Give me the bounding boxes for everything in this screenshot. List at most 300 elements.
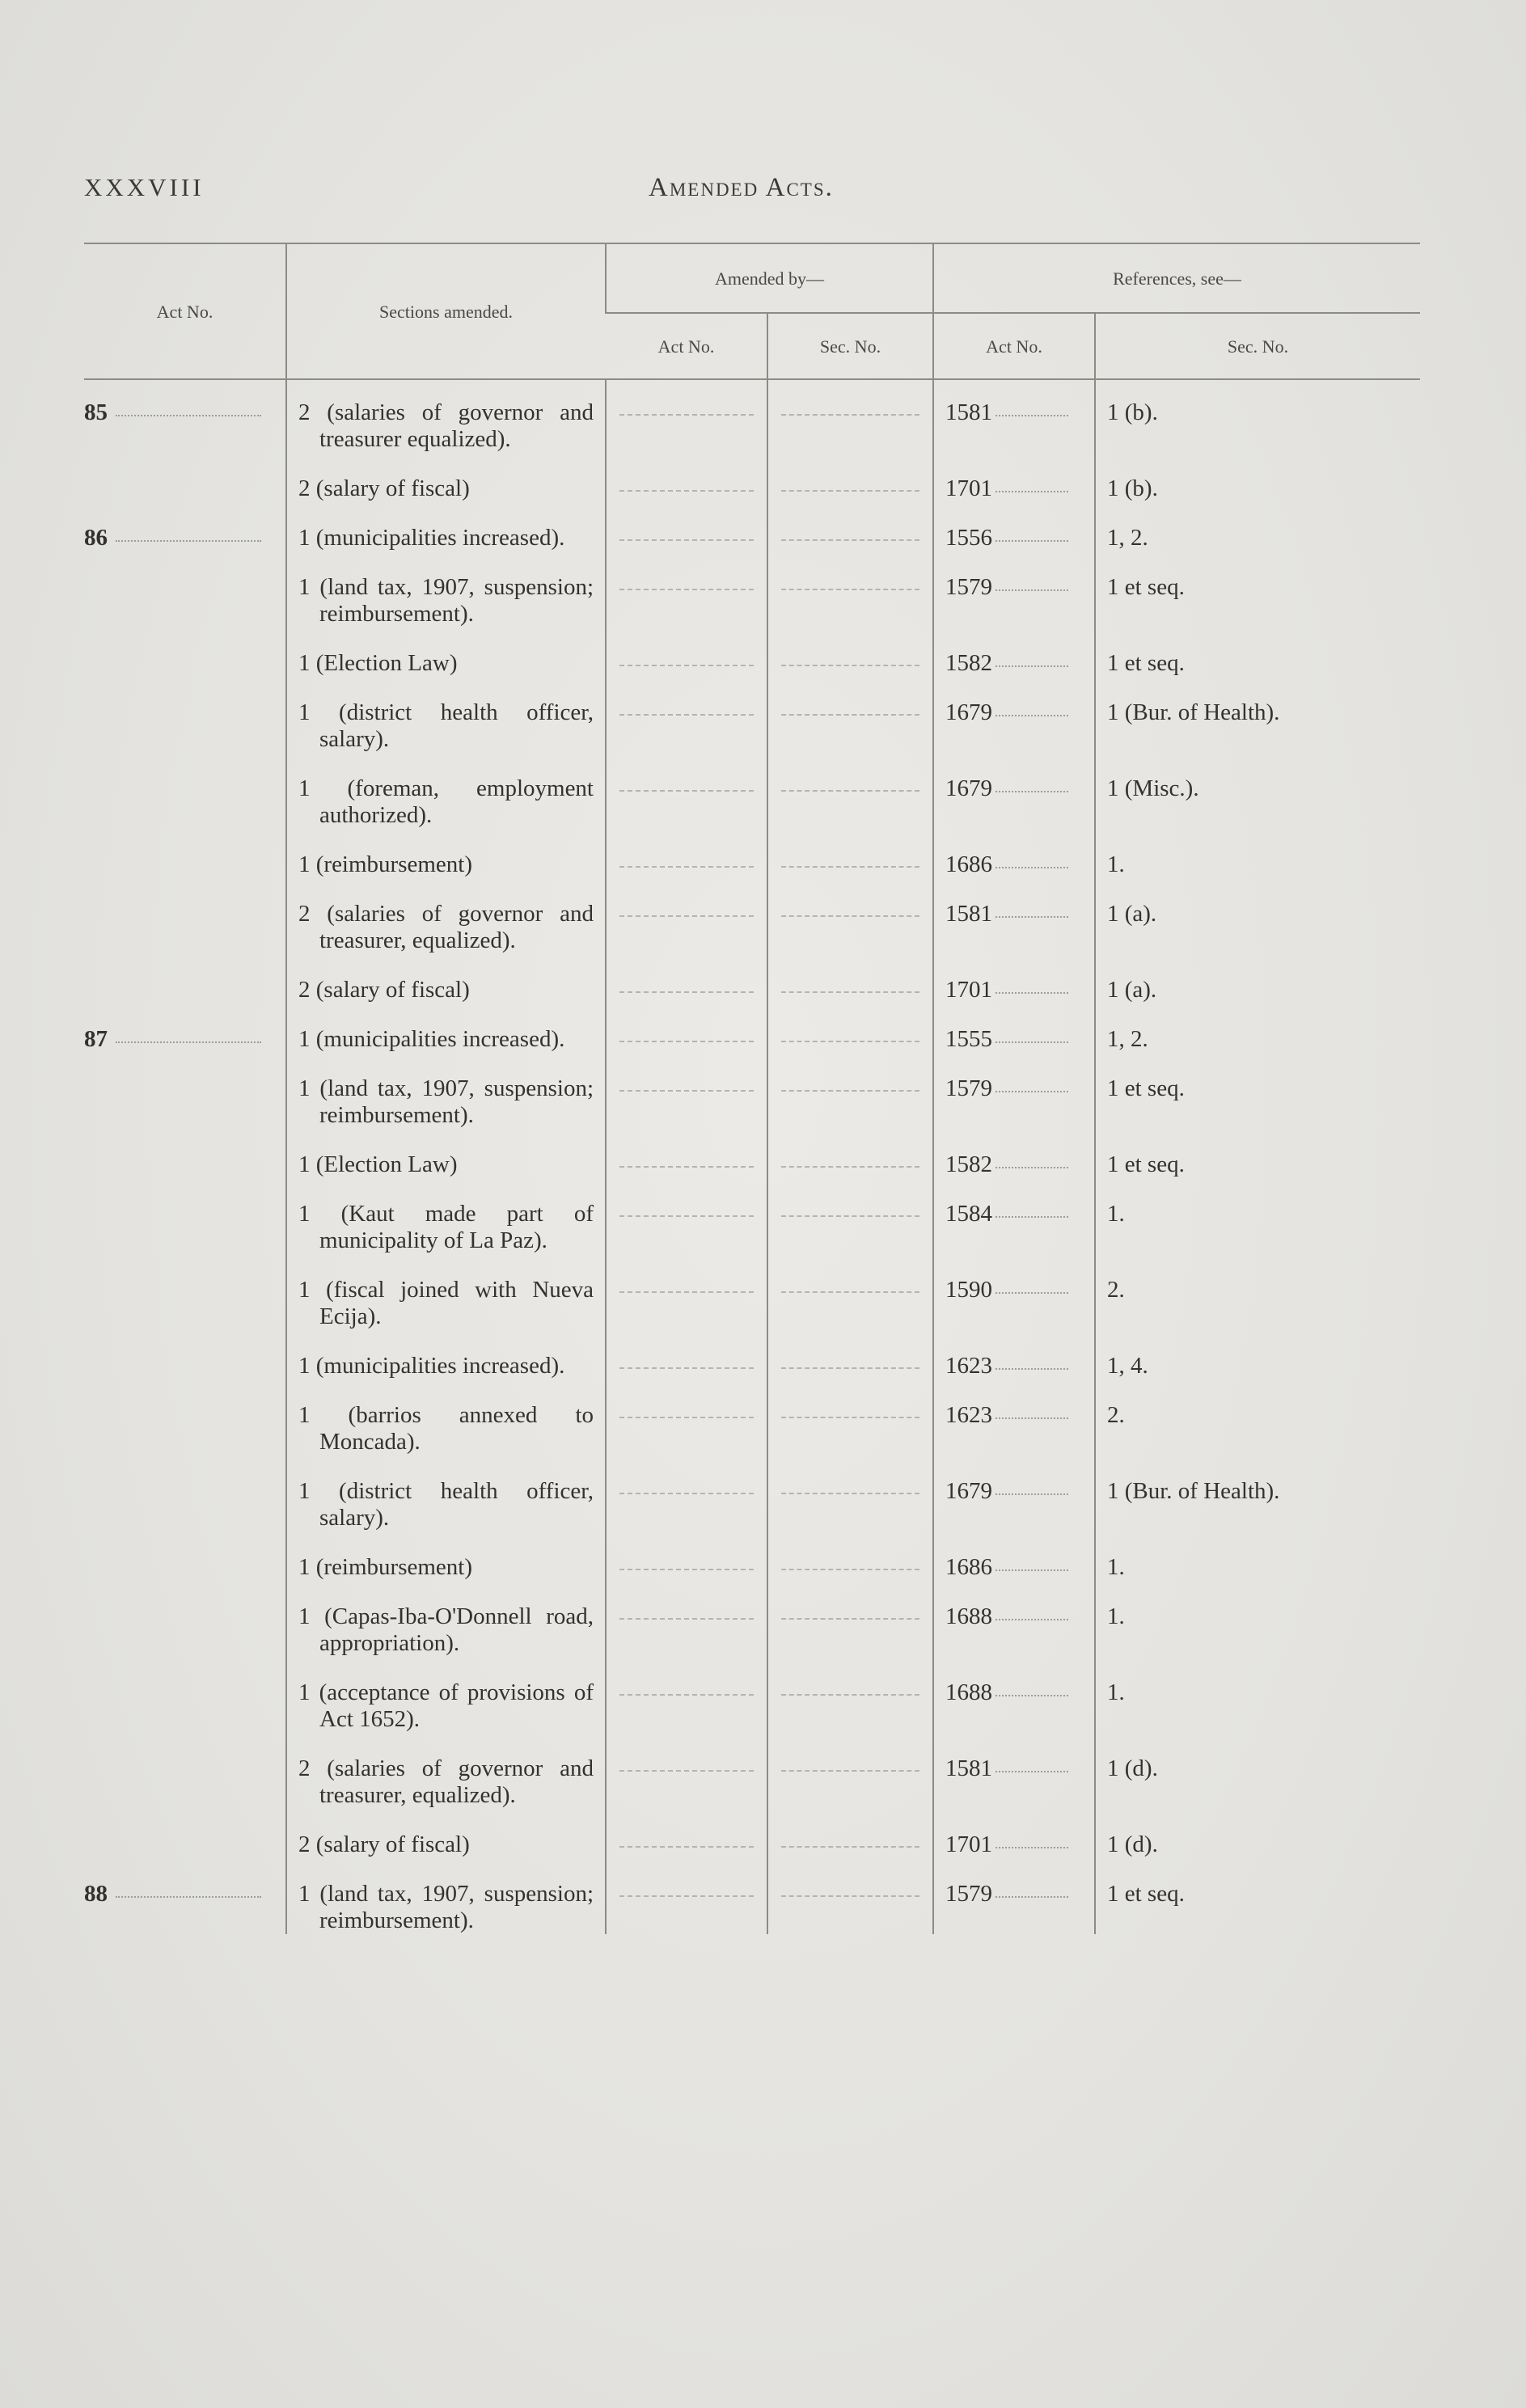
reference-act-cell (933, 453, 1095, 502)
amended-by-act-cell (606, 551, 767, 627)
table-row (84, 627, 1420, 677)
leader-dots (995, 791, 1068, 792)
table-header (84, 243, 1420, 379)
reference-sec-number: 1 et seq. (1107, 574, 1185, 600)
amended-by-sec-cell (767, 1809, 933, 1858)
section-amended-text: 1 (acceptance of provisions of Act 1652). (298, 1679, 594, 1732)
section-amended-cell (286, 453, 606, 502)
blank-leader (781, 977, 919, 993)
reference-sec-number: 1 (Misc.). (1107, 775, 1199, 801)
reference-act-number: 1582 (945, 1151, 992, 1177)
table-row (84, 551, 1420, 627)
table-row (84, 753, 1420, 829)
leader-dots (995, 867, 1068, 868)
leader-dots (995, 1216, 1068, 1218)
amended-by-sec-cell (767, 1053, 933, 1129)
act-number-cell (84, 551, 286, 627)
reference-act-cell (933, 1254, 1095, 1330)
blank-leader (781, 1755, 919, 1772)
amended-by-act-cell (606, 379, 767, 453)
section-amended-cell (286, 1254, 606, 1330)
leader-dots (995, 1896, 1068, 1898)
blank-leader (619, 977, 754, 993)
leader-dots (116, 415, 261, 416)
blank-leader (781, 1831, 919, 1848)
amended-by-act-cell (606, 1379, 767, 1455)
reference-sec-cell (1095, 954, 1420, 1003)
blank-leader (781, 399, 919, 416)
amended-by-act-cell (606, 677, 767, 753)
reference-act-cell (933, 627, 1095, 677)
table-row (84, 379, 1420, 453)
reference-sec-cell (1095, 1733, 1420, 1809)
reference-sec-number: 1 et seq. (1107, 1881, 1185, 1907)
reference-act-cell (933, 954, 1095, 1003)
reference-sec-number: 1. (1107, 851, 1125, 877)
table-row (84, 1003, 1420, 1053)
reference-act-number: 1556 (945, 525, 992, 551)
reference-act-cell (933, 1003, 1095, 1053)
page-title: Amended Acts. (649, 173, 834, 202)
section-amended-cell (286, 954, 606, 1003)
blank-leader (781, 1881, 919, 1897)
reference-act-number: 1688 (945, 1603, 992, 1629)
reference-sec-number: 1 (Bur. of Health). (1107, 1478, 1280, 1504)
amended-by-act-cell (606, 878, 767, 954)
reference-sec-cell (1095, 379, 1420, 453)
reference-sec-cell (1095, 829, 1420, 878)
act-number-cell (84, 677, 286, 753)
reference-sec-number: 1, 2. (1107, 525, 1148, 551)
reference-sec-number: 1, 4. (1107, 1353, 1148, 1379)
reference-act-cell (933, 1455, 1095, 1531)
reference-act-cell (933, 1809, 1095, 1858)
section-amended-text: 2 (salaries of governor and treasurer, equalized). (298, 901, 594, 953)
amended-by-act-cell (606, 502, 767, 551)
section-amended-text: 2 (salary of fiscal) (298, 977, 470, 1003)
act-number-cell (84, 1657, 286, 1733)
reference-act-number: 1679 (945, 1478, 992, 1504)
act-number-cell (84, 829, 286, 878)
act-number-cell (84, 379, 286, 453)
leader-dots (995, 1091, 1068, 1092)
act-number-cell (84, 1330, 286, 1379)
blank-leader (619, 399, 754, 416)
section-amended-cell (286, 677, 606, 753)
reference-act-number: 1679 (945, 775, 992, 801)
reference-act-number: 1679 (945, 699, 992, 725)
reference-act-number: 1623 (945, 1402, 992, 1428)
reference-sec-cell (1095, 502, 1420, 551)
amended-by-act-cell (606, 1809, 767, 1858)
reference-act-number: 1623 (945, 1353, 992, 1379)
section-amended-text: 2 (salary of fiscal) (298, 1831, 470, 1857)
blank-leader (781, 1026, 919, 1042)
act-number-cell (84, 502, 286, 551)
section-amended-cell (286, 1809, 606, 1858)
amended-by-act-cell (606, 1330, 767, 1379)
amended-by-sec-cell (767, 627, 933, 677)
table-body (84, 379, 1420, 1934)
blank-leader (619, 1402, 754, 1418)
reference-sec-cell (1095, 1053, 1420, 1129)
blank-leader (619, 1478, 754, 1494)
reference-act-number: 1581 (945, 399, 992, 425)
section-amended-cell (286, 1858, 606, 1934)
amended-by-act-cell (606, 1053, 767, 1129)
table-row (84, 1733, 1420, 1809)
table-row (84, 878, 1420, 954)
act-number-cell (84, 1379, 286, 1455)
leader-dots (995, 1847, 1068, 1848)
blank-leader (619, 1201, 754, 1217)
reference-sec-number: 2. (1107, 1402, 1125, 1428)
reference-sec-cell (1095, 1379, 1420, 1455)
blank-leader (619, 650, 754, 666)
section-amended-cell (286, 1053, 606, 1129)
table-row (84, 1254, 1420, 1330)
section-amended-text: 1 (Kaut made part of municipality of La Paz). (298, 1201, 594, 1253)
header-references: References, see— (933, 243, 1420, 313)
section-amended-text: 2 (salary of fiscal) (298, 475, 470, 501)
leader-dots (995, 1292, 1068, 1294)
blank-leader (781, 1554, 919, 1570)
act-number-cell (84, 627, 286, 677)
reference-sec-number: 1. (1107, 1679, 1125, 1705)
leader-dots (995, 665, 1068, 667)
act-number-cell (84, 1455, 286, 1531)
section-amended-text: 1 (Election Law) (298, 650, 458, 676)
blank-leader (619, 901, 754, 917)
leader-dots (116, 1041, 261, 1043)
reference-sec-cell (1095, 1254, 1420, 1330)
reference-sec-cell (1095, 677, 1420, 753)
reference-act-number: 1686 (945, 1554, 992, 1580)
act-number-cell (84, 1178, 286, 1254)
blank-leader (619, 1679, 754, 1696)
amended-by-sec-cell (767, 1733, 933, 1809)
blank-leader (781, 574, 919, 590)
blank-leader (781, 1679, 919, 1696)
blank-leader (781, 901, 919, 917)
amended-by-act-cell (606, 1003, 767, 1053)
reference-act-cell (933, 502, 1095, 551)
act-number: 85 (84, 399, 108, 425)
blank-leader (619, 1151, 754, 1168)
blank-leader (781, 1277, 919, 1293)
table-row (84, 1858, 1420, 1934)
section-amended-text: 1 (municipalities increased). (298, 1353, 565, 1379)
reference-act-cell (933, 677, 1095, 753)
leader-dots (995, 1167, 1068, 1168)
blank-leader (619, 1881, 754, 1897)
blank-leader (619, 574, 754, 590)
reference-act-cell (933, 878, 1095, 954)
blank-leader (619, 1026, 754, 1042)
reference-sec-cell (1095, 1003, 1420, 1053)
table-row (84, 1178, 1420, 1254)
reference-sec-number: 1 (a). (1107, 901, 1157, 927)
section-amended-cell (286, 878, 606, 954)
amended-by-sec-cell (767, 677, 933, 753)
blank-leader (781, 1353, 919, 1369)
amended-by-sec-cell (767, 1254, 933, 1330)
section-amended-text: 1 (Capas-Iba-O'Donnell road, appropriation). (298, 1603, 594, 1656)
act-number-cell (84, 1809, 286, 1858)
amended-by-sec-cell (767, 954, 933, 1003)
leader-dots (995, 916, 1068, 918)
reference-sec-number: 1 (b). (1107, 399, 1158, 425)
reference-act-number: 1555 (945, 1026, 992, 1052)
reference-sec-number: 1 (d). (1107, 1755, 1158, 1781)
section-amended-cell (286, 627, 606, 677)
leader-dots (116, 540, 261, 542)
blank-leader (619, 1353, 754, 1369)
leader-dots (995, 1771, 1068, 1772)
amended-by-act-cell (606, 829, 767, 878)
amended-by-act-cell (606, 753, 767, 829)
reference-sec-cell (1095, 1581, 1420, 1657)
reference-sec-number: 1. (1107, 1201, 1125, 1227)
section-amended-cell (286, 1455, 606, 1531)
leader-dots (995, 1695, 1068, 1696)
reference-sec-cell (1095, 1531, 1420, 1581)
amended-by-sec-cell (767, 551, 933, 627)
leader-dots (995, 491, 1068, 492)
section-amended-cell (286, 1003, 606, 1053)
table-row (84, 1379, 1420, 1455)
leader-dots (116, 1896, 261, 1898)
reference-sec-cell (1095, 1330, 1420, 1379)
blank-leader (619, 1075, 754, 1092)
reference-act-number: 1584 (945, 1201, 992, 1227)
reference-act-number: 1688 (945, 1679, 992, 1705)
reference-sec-number: 1 (a). (1107, 977, 1157, 1003)
reference-act-number: 1581 (945, 901, 992, 927)
blank-leader (781, 650, 919, 666)
amended-by-act-cell (606, 954, 767, 1003)
amended-by-sec-cell (767, 1003, 933, 1053)
reference-sec-cell (1095, 1178, 1420, 1254)
section-amended-text: 1 (land tax, 1907, suspension; reimbursement). (298, 574, 594, 627)
blank-leader (619, 699, 754, 716)
reference-act-cell (933, 1129, 1095, 1178)
section-amended-text: 1 (fiscal joined with Nueva Ecija). (298, 1277, 594, 1329)
amended-by-sec-cell (767, 1330, 933, 1379)
amended-by-act-cell (606, 1733, 767, 1809)
act-number-cell (84, 1003, 286, 1053)
reference-sec-cell (1095, 1129, 1420, 1178)
act-number-cell (84, 1531, 286, 1581)
reference-sec-cell (1095, 551, 1420, 627)
amended-by-sec-cell (767, 1657, 933, 1733)
amended-by-sec-cell (767, 453, 933, 502)
reference-act-number: 1590 (945, 1277, 992, 1303)
reference-sec-cell (1095, 878, 1420, 954)
amended-by-sec-cell (767, 1531, 933, 1581)
table-row (84, 829, 1420, 878)
table-row (84, 1053, 1420, 1129)
blank-leader (619, 775, 754, 792)
leader-dots (995, 1619, 1068, 1620)
blank-leader (781, 525, 919, 541)
section-amended-text: 1 (foreman, employment authorized). (298, 775, 594, 828)
blank-leader (781, 1478, 919, 1494)
table-row (84, 1581, 1420, 1657)
leader-dots (995, 1041, 1068, 1043)
section-amended-text: 1 (municipalities increased). (298, 1026, 565, 1052)
amended-by-act-cell (606, 1657, 767, 1733)
section-amended-text: 2 (salaries of governor and treasurer equalized). (298, 399, 594, 452)
table-row (84, 1531, 1420, 1581)
blank-leader (619, 1755, 754, 1772)
reference-sec-cell (1095, 627, 1420, 677)
reference-sec-number: 1 (Bur. of Health). (1107, 699, 1280, 725)
section-amended-cell (286, 551, 606, 627)
reference-act-number: 1579 (945, 574, 992, 600)
section-amended-text: 1 (municipalities increased). (298, 525, 565, 551)
reference-act-number: 1581 (945, 1755, 992, 1781)
section-amended-cell (286, 829, 606, 878)
blank-leader (781, 1603, 919, 1620)
reference-sec-number: 1, 2. (1107, 1026, 1148, 1052)
blank-leader (781, 775, 919, 792)
act-number-cell (84, 878, 286, 954)
reference-sec-number: 1. (1107, 1603, 1125, 1629)
act-number: 86 (84, 525, 108, 551)
amended-by-sec-cell (767, 1129, 933, 1178)
blank-leader (781, 1201, 919, 1217)
act-number-cell (84, 954, 286, 1003)
table-row (84, 502, 1420, 551)
header-amended-by-act-no: Act No. (606, 313, 767, 379)
section-amended-cell (286, 1531, 606, 1581)
table-row (84, 1455, 1420, 1531)
act-number-cell (84, 1858, 286, 1934)
reference-act-cell (933, 1657, 1095, 1733)
amended-acts-table (84, 243, 1420, 1934)
amended-by-act-cell (606, 1129, 767, 1178)
reference-act-cell (933, 1531, 1095, 1581)
reference-act-cell (933, 1178, 1095, 1254)
section-amended-text: 1 (land tax, 1907, suspension; reimbursement). (298, 1075, 594, 1128)
blank-leader (619, 1603, 754, 1620)
reference-act-number: 1686 (945, 851, 992, 877)
reference-act-number: 1701 (945, 977, 992, 1003)
amended-by-act-cell (606, 1858, 767, 1934)
section-amended-text: 2 (salaries of governor and treasurer, equalized). (298, 1755, 594, 1808)
reference-sec-number: 1 (b). (1107, 475, 1158, 501)
act-number-cell (84, 1733, 286, 1809)
amended-by-sec-cell (767, 502, 933, 551)
leader-dots (995, 715, 1068, 716)
amended-by-sec-cell (767, 829, 933, 878)
running-head (84, 173, 1421, 213)
leader-dots (995, 1569, 1068, 1571)
section-amended-cell (286, 1330, 606, 1379)
reference-sec-cell (1095, 1657, 1420, 1733)
reference-act-cell (933, 1053, 1095, 1129)
reference-sec-cell (1095, 1809, 1420, 1858)
act-number-cell (84, 753, 286, 829)
amended-by-sec-cell (767, 379, 933, 453)
leader-dots (995, 1417, 1068, 1419)
amended-by-sec-cell (767, 878, 933, 954)
leader-dots (995, 415, 1068, 416)
reference-act-cell (933, 551, 1095, 627)
blank-leader (619, 525, 754, 541)
reference-act-cell (933, 379, 1095, 453)
act-number: 87 (84, 1026, 108, 1052)
section-amended-cell (286, 1581, 606, 1657)
header-sections-amended: Sections amended. (286, 243, 606, 379)
table-row (84, 677, 1420, 753)
section-amended-text: 1 (barrios annexed to Moncada). (298, 1402, 594, 1455)
reference-act-cell (933, 1858, 1095, 1934)
amended-by-act-cell (606, 627, 767, 677)
amended-by-sec-cell (767, 1178, 933, 1254)
blank-leader (781, 1075, 919, 1092)
reference-sec-number: 1 et seq. (1107, 1151, 1185, 1177)
reference-sec-cell (1095, 753, 1420, 829)
blank-leader (781, 851, 919, 868)
leader-dots (995, 1493, 1068, 1495)
header-references-sec-no: Sec. No. (1095, 313, 1420, 379)
amended-by-act-cell (606, 1581, 767, 1657)
section-amended-cell (286, 1733, 606, 1809)
act-number: 88 (84, 1881, 108, 1907)
table-row (84, 453, 1420, 502)
blank-leader (619, 1554, 754, 1570)
amended-by-sec-cell (767, 753, 933, 829)
reference-sec-number: 1. (1107, 1554, 1125, 1580)
amended-by-sec-cell (767, 1379, 933, 1455)
table-row (84, 1657, 1420, 1733)
reference-act-cell (933, 1733, 1095, 1809)
amended-by-act-cell (606, 453, 767, 502)
reference-act-number: 1701 (945, 1831, 992, 1857)
header-amended-by-sec-no: Sec. No. (767, 313, 933, 379)
reference-sec-cell (1095, 453, 1420, 502)
section-amended-text: 1 (district health officer, salary). (298, 699, 594, 752)
section-amended-text: 1 (reimbursement) (298, 851, 473, 877)
header-references-act-no: Act No. (933, 313, 1095, 379)
page-number: XXXVIII (84, 173, 205, 201)
blank-leader (781, 1402, 919, 1418)
leader-dots (995, 992, 1068, 994)
act-number-cell (84, 1581, 286, 1657)
act-number-cell (84, 1254, 286, 1330)
section-amended-cell (286, 502, 606, 551)
amended-by-act-cell (606, 1178, 767, 1254)
reference-sec-cell (1095, 1455, 1420, 1531)
leader-dots (995, 589, 1068, 591)
reference-sec-number: 1 et seq. (1107, 650, 1185, 676)
leader-dots (995, 540, 1068, 542)
reference-sec-number: 2. (1107, 1277, 1125, 1303)
blank-leader (619, 1277, 754, 1293)
section-amended-cell (286, 1178, 606, 1254)
amended-by-act-cell (606, 1531, 767, 1581)
blank-leader (781, 1151, 919, 1168)
section-amended-text: 1 (Election Law) (298, 1151, 458, 1177)
reference-act-cell (933, 1581, 1095, 1657)
amended-by-act-cell (606, 1254, 767, 1330)
table-row (84, 954, 1420, 1003)
act-number-cell (84, 1053, 286, 1129)
table-row (84, 1809, 1420, 1858)
blank-leader (781, 699, 919, 716)
